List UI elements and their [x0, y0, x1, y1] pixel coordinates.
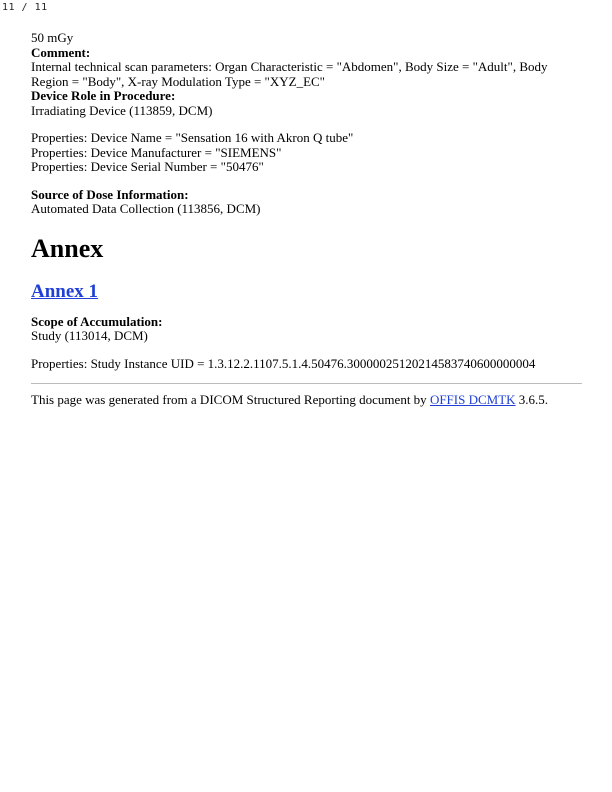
spacer — [31, 264, 582, 281]
comment-text: Internal technical scan parameters: Organ Characteristic = "Abdomen", Body Size = "Adult", Body Region = "Body", X-ray Modulation Type = "XYZ_EC" — [31, 59, 548, 89]
annex-1-link[interactable]: Annex 1 — [31, 280, 99, 302]
device-serial-property: Properties: Device Serial Number = "50476" — [31, 159, 264, 174]
annex-heading: Annex — [31, 233, 104, 263]
spacer — [31, 371, 582, 383]
generator-prefix: This page was generated from a DICOM Structured Reporting document by — [31, 392, 430, 407]
dose-source-heading: Source of Dose Information: — [31, 186, 189, 202]
report-content — [31, 31, 582, 408]
device-manufacturer-property: Properties: Device Manufacturer = "SIEMENS" — [31, 144, 282, 160]
spacer — [31, 344, 582, 357]
generator-note — [31, 393, 582, 408]
dose-source-value: Automated Data Collection (113856, DCM) — [31, 201, 261, 216]
device-name-property: Properties: Device Name = "Sensation 16 with Akron Q tube" — [31, 130, 354, 145]
dose-value: 50 mGy — [31, 30, 74, 45]
scope-value: Study (113014, DCM) — [31, 328, 148, 343]
study-uid-property: Properties: Study Instance UID = 1.3.12.2.1107.5.1.4.50476.30000025120214583740600000004 — [31, 355, 536, 371]
spacer — [31, 175, 582, 188]
offis-dcmtk-link[interactable]: OFFIS DCMTK — [429, 392, 516, 407]
scope-heading: Scope of Accumulation: — [31, 313, 163, 329]
device-role-heading: Device Role in Procedure: — [31, 88, 176, 103]
spacer — [31, 303, 582, 315]
spacer — [31, 217, 582, 234]
comment-heading: Comment: — [31, 44, 91, 60]
generator-suffix: 3.6.5. — [515, 392, 549, 407]
page-counter: 11 / 11 — [2, 2, 48, 13]
annex-1-heading — [31, 281, 582, 303]
device-role-value: Irradiating Device (113859, DCM) — [31, 102, 213, 118]
device-properties — [31, 131, 582, 175]
